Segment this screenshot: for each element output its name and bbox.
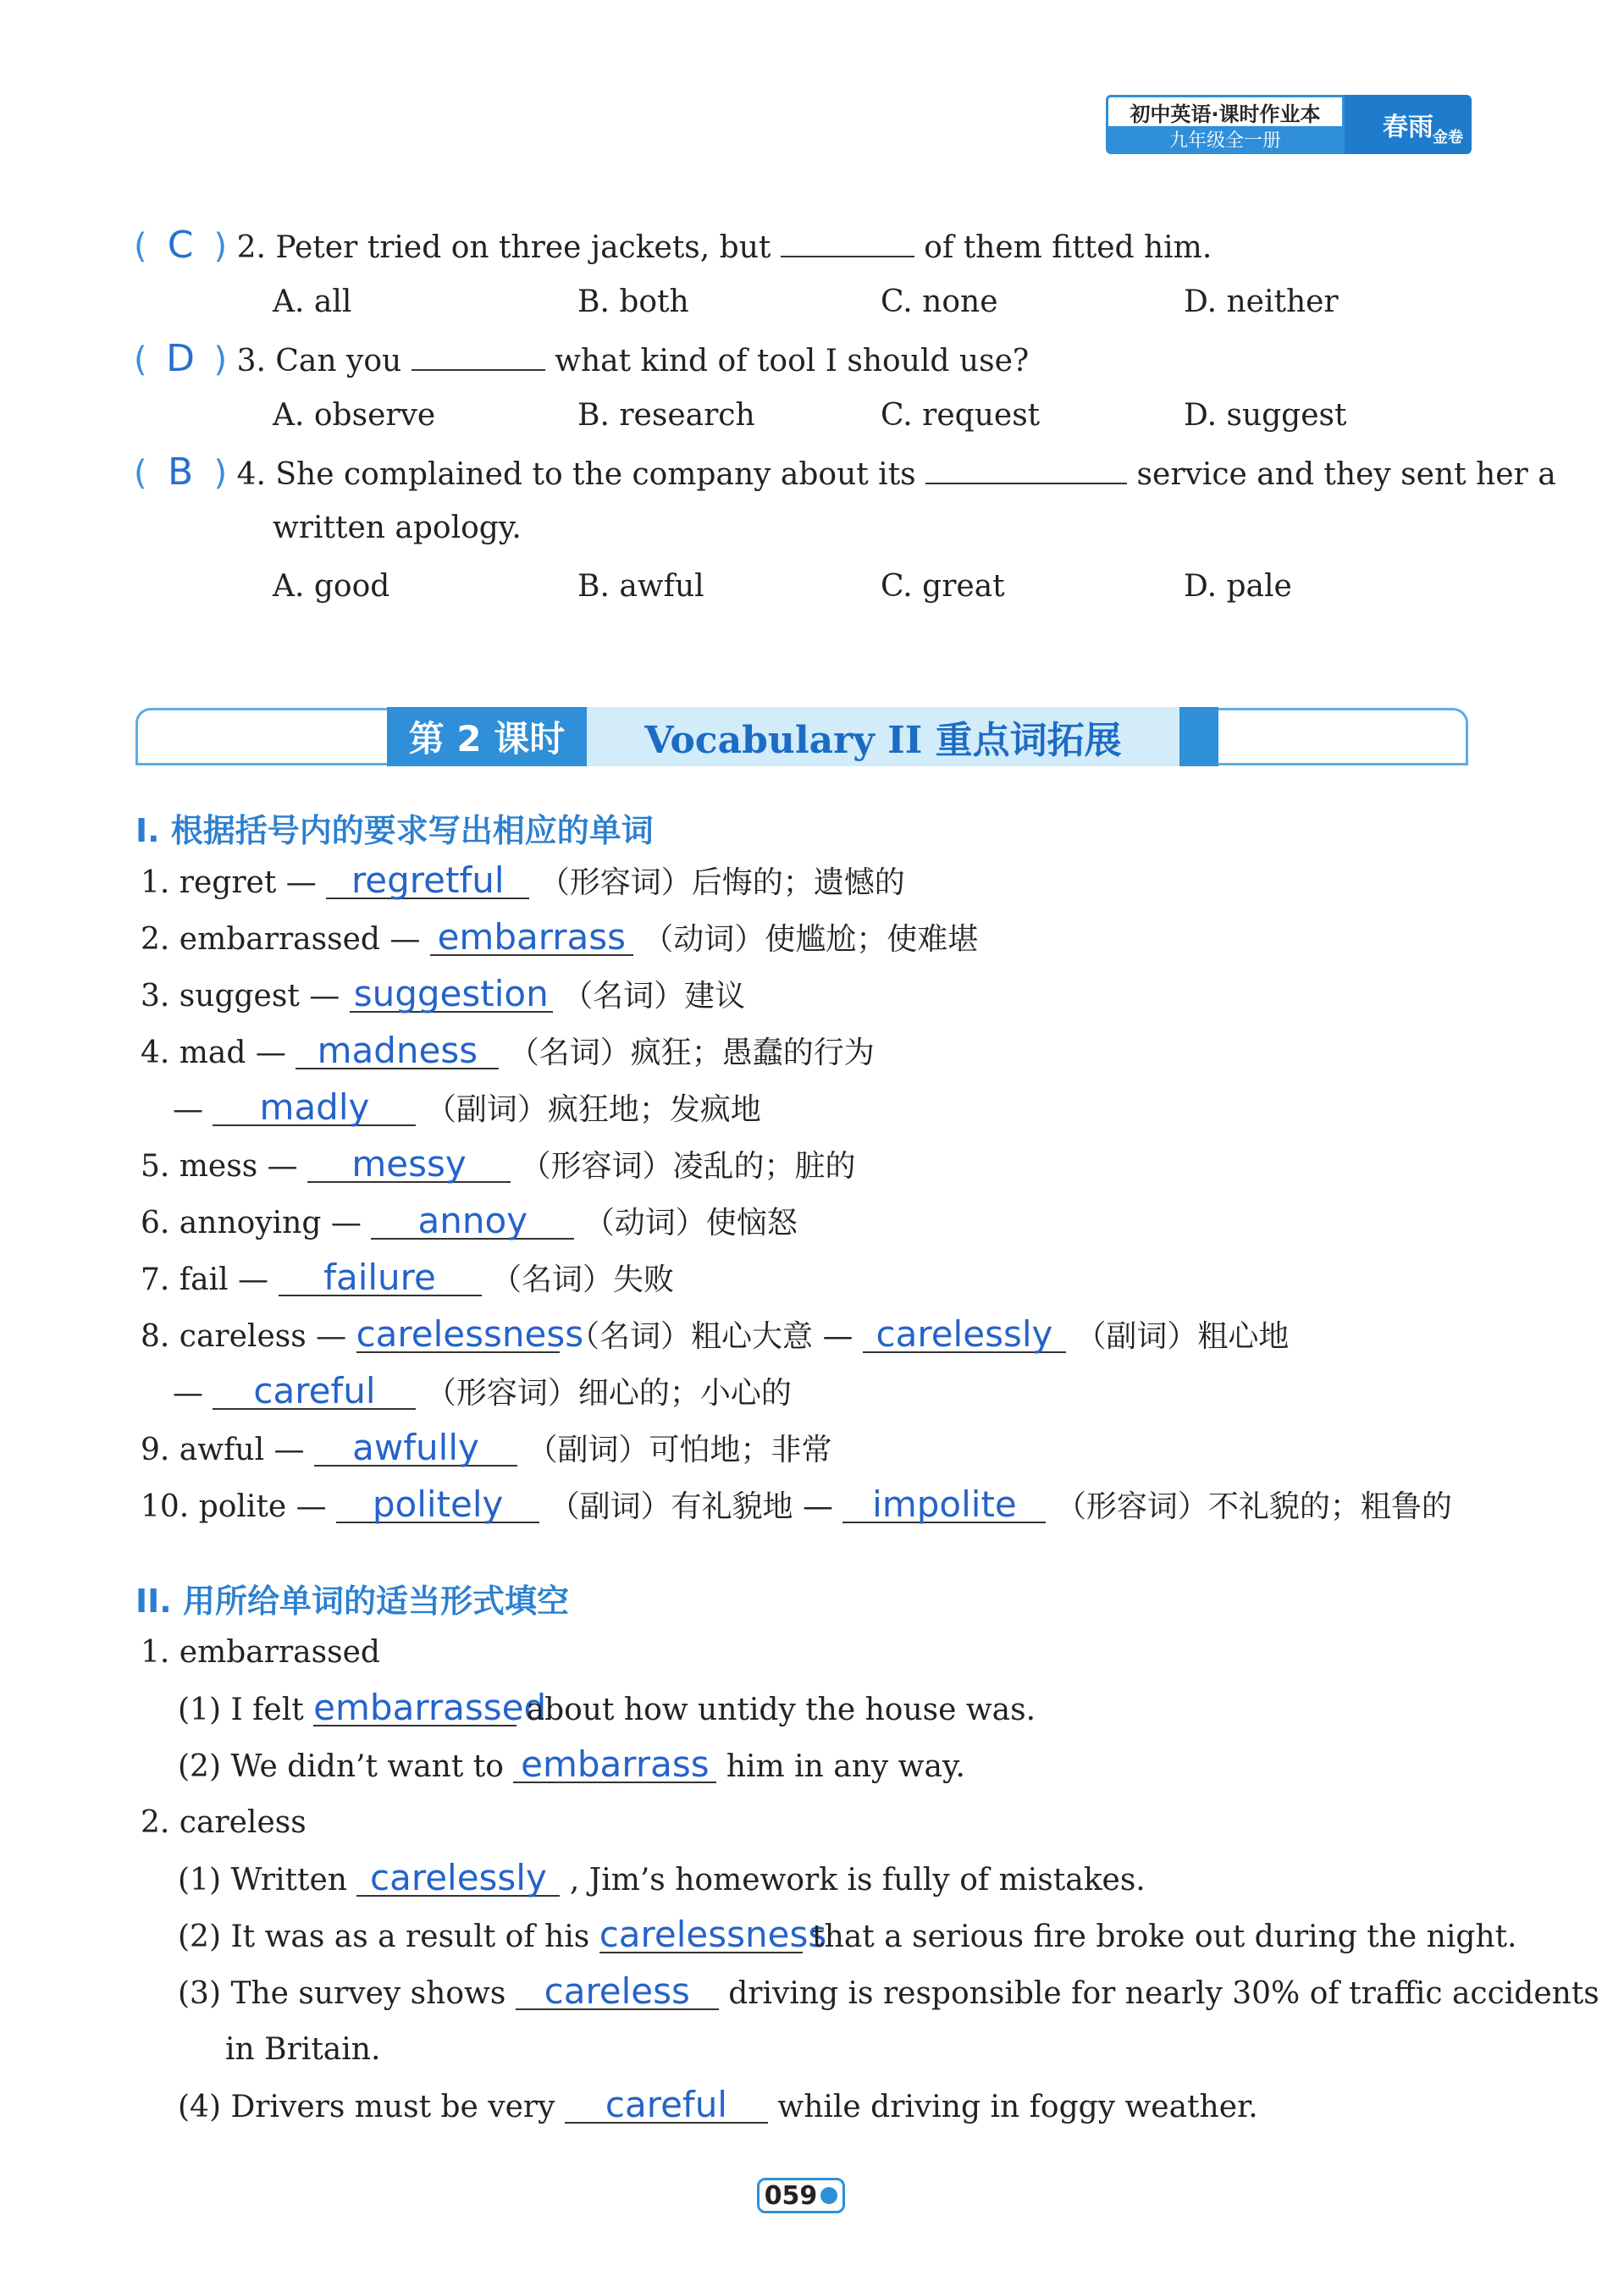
answer-letter: B xyxy=(167,450,194,494)
vocab-item-1 xyxy=(141,859,905,902)
answer-fill: carelessly xyxy=(356,1861,560,1897)
word-group-1: 1. embarrassed xyxy=(141,1635,380,1670)
item-prefix: 7. fail — xyxy=(141,1262,269,1297)
item-note: （副词）可怕地；非常 xyxy=(527,1433,832,1467)
option-b: B. both xyxy=(577,284,689,319)
vocab-item-8 xyxy=(141,1313,1290,1356)
answer-fill: awfully xyxy=(314,1431,517,1467)
fill-sentence-2-3-continued: in Britain. xyxy=(225,2032,381,2067)
vocab-item-4 xyxy=(141,1030,875,1072)
option-a: A. all xyxy=(273,284,352,319)
sentence-after: , Jim’s homework is fully of mistakes. xyxy=(569,1863,1146,1898)
answer-fill: careless xyxy=(516,1975,719,2010)
question-number: 2. xyxy=(236,230,266,265)
option-c: C. great xyxy=(881,569,1005,604)
item-note: （名词）建议 xyxy=(562,979,746,1014)
header-badge xyxy=(1106,95,1472,154)
option-c: C. request xyxy=(881,398,1041,433)
fill-sentence-1-1 xyxy=(178,1687,1036,1729)
lesson-number: 第 2 课时 xyxy=(387,707,587,766)
sentence-after: him in any way. xyxy=(726,1749,965,1784)
lesson-topic: Vocabulary II 重点词拓展 xyxy=(587,707,1179,766)
vocab-item-9 xyxy=(141,1427,832,1469)
vocab-item-2 xyxy=(141,916,979,958)
item-note: （动词）使尴尬；使难堪 xyxy=(643,922,979,957)
word-group-2: 2. careless xyxy=(141,1805,307,1840)
logo-small-text: 金卷 xyxy=(1433,129,1463,146)
answer-fill: embarrass xyxy=(430,920,633,956)
answer-fill: madness xyxy=(296,1034,499,1069)
question-stem-before: She complained to the company about its xyxy=(275,457,916,492)
answer-fill: suggestion xyxy=(350,977,553,1013)
page-dot-icon xyxy=(820,2187,837,2204)
question-stem-continued: written apology. xyxy=(273,511,522,545)
item-note-2: （形容词）不礼貌的；粗鲁的 xyxy=(1055,1489,1452,1524)
vocab-item-8b xyxy=(173,1370,792,1412)
logo-text: 春雨 xyxy=(1383,113,1433,142)
answer-fill: careful xyxy=(565,2088,768,2124)
vocab-item-7 xyxy=(141,1257,674,1299)
answer-paren-close: ) xyxy=(213,227,228,266)
answer-fill: politely xyxy=(336,1488,539,1523)
option-a: A. observe xyxy=(273,398,436,433)
option-c: C. none xyxy=(881,284,998,319)
item-prefix: 9. awful — xyxy=(141,1433,305,1467)
answer-paren-close: ) xyxy=(213,454,228,493)
fill-sentence-2-1 xyxy=(178,1857,1146,1899)
fill-sentence-2-3 xyxy=(178,1970,1599,2013)
question-stem-before: Can you xyxy=(275,344,402,378)
item-note-2: （副词）粗心地 xyxy=(1075,1319,1290,1354)
item-note: （形容词）凌乱的；脏的 xyxy=(520,1149,856,1184)
answer-fill: carelessness xyxy=(356,1313,584,1355)
option-b: B. research xyxy=(577,398,755,433)
vocab-item-10 xyxy=(141,1483,1452,1526)
answer-blank xyxy=(925,452,1127,484)
question-number: 3. xyxy=(236,344,266,378)
answer-fill-2: carelessly xyxy=(863,1318,1066,1353)
answer-paren-open: ( xyxy=(134,454,147,493)
mc-question-4 xyxy=(134,450,1556,494)
item-prefix: 3. suggest — xyxy=(141,979,340,1014)
item-prefix: 1. regret — xyxy=(141,865,317,900)
item-prefix: — xyxy=(173,1092,203,1127)
item-prefix: 8. careless — xyxy=(141,1319,347,1354)
answer-paren-close: ) xyxy=(213,340,228,379)
answer-fill: careful xyxy=(213,1374,416,1410)
item-note: （名词）失败 xyxy=(490,1262,674,1297)
item-prefix: 6. annoying — xyxy=(141,1206,362,1240)
item-prefix: 10. polite — xyxy=(141,1489,327,1524)
answer-fill: failure xyxy=(279,1261,482,1296)
item-note: （副词）疯狂地；发疯地 xyxy=(425,1092,761,1127)
sentence-before: (1) I felt xyxy=(178,1693,304,1727)
question-stem-after: service and they sent her a xyxy=(1136,457,1556,492)
option-d: D. pale xyxy=(1184,569,1292,604)
fill-sentence-2-2 xyxy=(178,1914,1517,1956)
answer-letter: C xyxy=(167,224,194,267)
answer-fill: embarrassed xyxy=(313,1687,547,1728)
question-stem-after: of them fitted him. xyxy=(924,230,1212,265)
banner-accent xyxy=(1179,707,1218,766)
publisher-logo xyxy=(1345,95,1472,154)
vocab-item-4b xyxy=(173,1086,761,1129)
sentence-after: driving is responsible for nearly 30% of traffic accidents xyxy=(728,1976,1599,2011)
page-number-text: 059 xyxy=(764,2180,818,2211)
option-d: D. suggest xyxy=(1184,398,1347,433)
item-note: （动词）使恼怒 xyxy=(583,1206,798,1240)
sentence-before: (2) We didn’t want to xyxy=(178,1749,504,1784)
mc-question-3 xyxy=(134,339,1029,380)
book-title: 初中英语·课时作业本 xyxy=(1108,97,1342,126)
mc-question-2 xyxy=(134,225,1212,267)
answer-fill-2: impolite xyxy=(842,1488,1046,1523)
item-prefix: 5. mess — xyxy=(141,1149,298,1184)
section-heading-2: II. 用所给单词的适当形式填空 xyxy=(135,1583,569,1620)
question-number: 4. xyxy=(236,457,266,492)
item-note: （形容词）后悔的；遗憾的 xyxy=(539,865,905,900)
fill-sentence-2-4 xyxy=(178,2084,1258,2126)
item-note: （名词）粗心大意 — xyxy=(569,1319,853,1354)
sentence-after: while driving in foggy weather. xyxy=(777,2090,1258,2124)
item-note: （形容词）细心的；小心的 xyxy=(425,1376,792,1411)
option-a: A. good xyxy=(273,569,390,604)
answer-fill: madly xyxy=(213,1091,416,1126)
item-prefix: — xyxy=(173,1376,203,1411)
item-prefix: 4. mad — xyxy=(141,1036,286,1070)
answer-fill: messy xyxy=(307,1147,511,1183)
answer-paren-open: ( xyxy=(134,227,147,266)
vocab-item-3 xyxy=(141,973,746,1015)
banner-title xyxy=(387,707,1218,766)
answer-fill: carelessness xyxy=(599,1914,827,1955)
fill-sentence-1-2 xyxy=(178,1743,965,1786)
option-d: D. neither xyxy=(1184,284,1339,319)
answer-fill: annoy xyxy=(371,1204,574,1240)
vocab-item-6 xyxy=(141,1200,798,1242)
answer-fill: regretful xyxy=(326,864,529,899)
item-note: （副词）有礼貌地 — xyxy=(549,1489,834,1524)
question-stem-after: what kind of tool I should use? xyxy=(555,344,1030,378)
page-number xyxy=(757,2178,845,2213)
answer-blank xyxy=(781,225,914,257)
answer-fill: embarrass xyxy=(513,1748,716,1783)
answer-letter: D xyxy=(166,337,195,380)
option-b: B. awful xyxy=(577,569,704,604)
sentence-before: (1) Written xyxy=(178,1863,347,1898)
item-note: （名词）疯狂；愚蠢的行为 xyxy=(508,1036,875,1070)
book-grade: 九年级全一册 xyxy=(1108,126,1342,152)
lesson-banner xyxy=(135,708,1468,765)
sentence-after: about how untidy the house was. xyxy=(526,1693,1036,1727)
sentence-before: (2) It was as a result of his xyxy=(178,1920,590,1954)
book-title-box xyxy=(1106,95,1345,154)
section-heading-1: I. 根据括号内的要求写出相应的单词 xyxy=(135,812,654,849)
sentence-after: that a serious fire broke out during the night. xyxy=(812,1920,1517,1954)
sentence-before: (4) Drivers must be very xyxy=(178,2090,555,2124)
question-stem-before: Peter tried on three jackets, but xyxy=(275,230,771,265)
vocab-item-5 xyxy=(141,1143,856,1185)
item-prefix: 2. embarrassed — xyxy=(141,922,421,957)
answer-blank xyxy=(412,339,545,371)
answer-paren-open: ( xyxy=(134,340,147,379)
sentence-before: (3) The survey shows xyxy=(178,1976,506,2011)
